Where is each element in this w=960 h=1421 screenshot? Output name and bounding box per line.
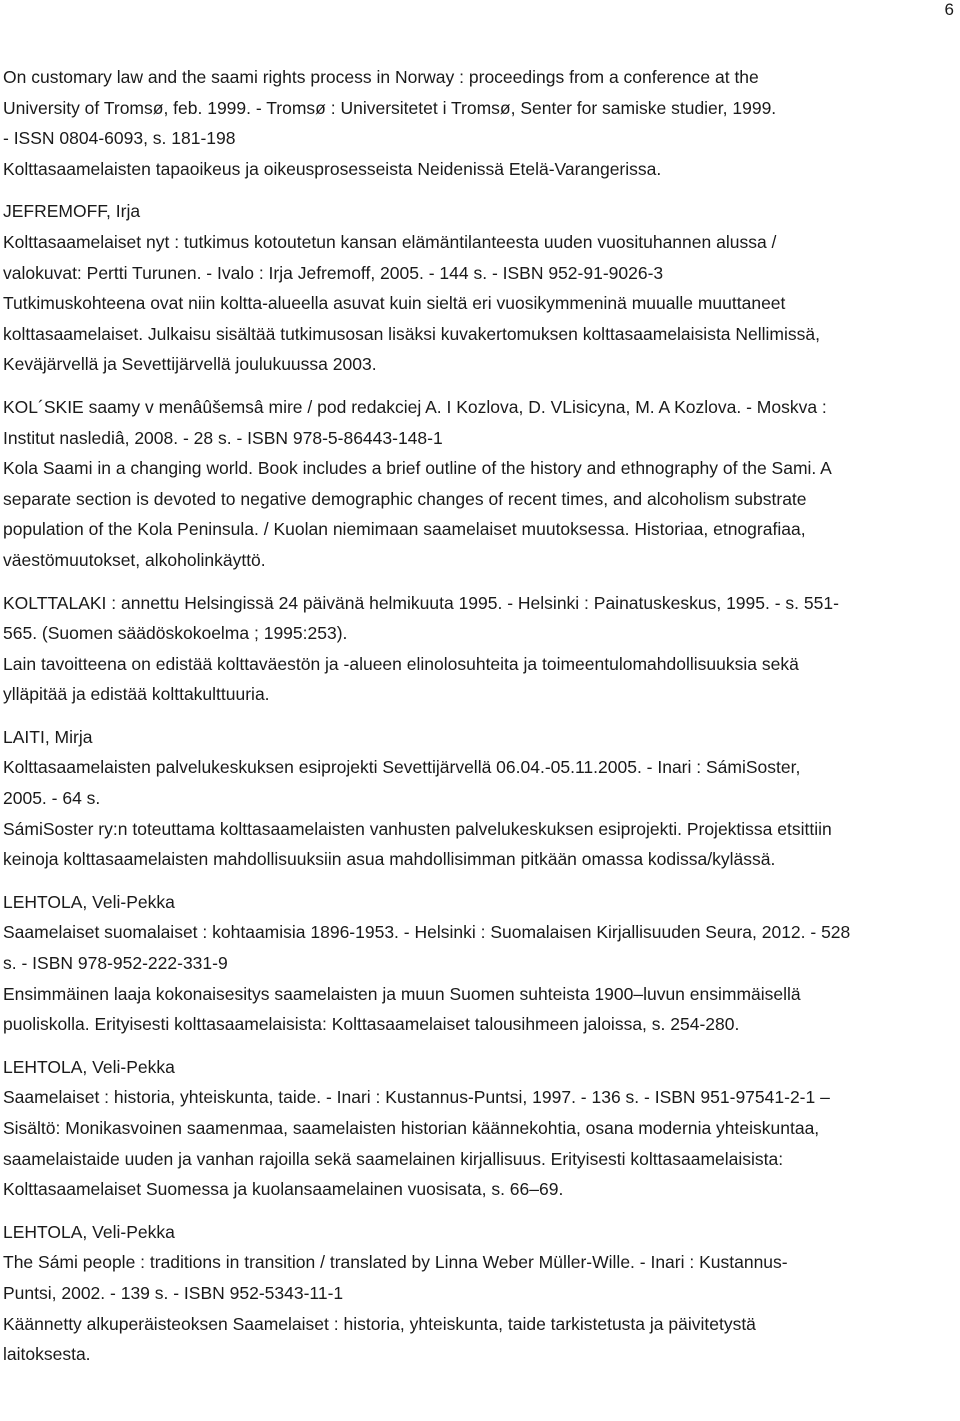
entry-line: valokuvat: Pertti Turunen. - Ivalo : Irja Jefremoff, 2005. - 144 s. - ISBN 952-91-9026-3	[3, 262, 664, 283]
entry-line: JEFREMOFF, Irja	[3, 201, 141, 222]
bibliography-entry	[3, 1052, 947, 1205]
entry-line: kolttasaamelaiset. Julkaisu sisältää tutkimusosan lisäksi kuvakertomuksen kolttasaamelaisista Nellimissä,	[3, 323, 820, 344]
entry-line: Institut naslediâ, 2008. - 28 s. - ISBN 978-5-86443-148-1	[3, 427, 443, 448]
entry-line: LEHTOLA, Veli-Pekka	[3, 1221, 175, 1242]
entry-line: Kola Saami in a changing world. Book includes a brief outline of the history and ethnography of the Sami. A	[3, 458, 832, 479]
bibliography-entry	[3, 887, 947, 1040]
entry-line: separate section is devoted to negative demographic changes of recent times, and alcoholism substrate	[3, 488, 807, 509]
entry-separator	[3, 1040, 947, 1052]
bibliography-entry	[3, 62, 947, 184]
bibliography-entry	[3, 722, 947, 875]
bibliography-entry	[3, 588, 947, 710]
entry-line: Kolttasaamelaisten tapaoikeus ja oikeusprosesseista Neidenissä Etelä-Varangerissa.	[3, 158, 662, 179]
entry-separator	[3, 184, 947, 196]
entry-line: ylläpitää ja edistää kolttakulttuuria.	[3, 684, 270, 705]
entry-line: saamelaistaide uuden ja vanhan rajoilla sekä saamelainen kirjallisuus. Erityisesti kolttasaamelaisista:	[3, 1148, 784, 1169]
bibliography-entry	[3, 1217, 947, 1370]
entry-line: population of the Kola Peninsula. / Kuolan niemimaan saamelaiset muutoksessa. Historiaa, etnografiaa,	[3, 519, 806, 540]
entry-line: Saamelaiset suomalaiset : kohtaamisia 1896-1953. - Helsinki : Suomalaisen Kirjallisuuden Seura, 2012. - 528	[3, 922, 851, 943]
entry-line: Ensimmäinen laaja kokonaisesitys saamelaisten ja muun Suomen suhteista 1900–luvun ensimmäisellä	[3, 983, 801, 1004]
entry-line: - ISSN 0804-6093, s. 181-198	[3, 128, 236, 149]
entry-line: KOL´SKIE saamy v menâûšemsâ mire / pod redakciej A. I Kozlova, D. VLisicyna, M. A Kozlova. - Moskva :	[3, 396, 827, 417]
entry-line: Käännetty alkuperäisteoksen Saamelaiset : historia, yhteiskunta, taide tarkistetusta ja päivitetystä	[3, 1313, 756, 1334]
entry-line: Kolttasaamelaiset Suomessa ja kuolansaamelainen vuosisata, s. 66–69.	[3, 1179, 564, 1200]
entry-line: laitoksesta.	[3, 1344, 91, 1365]
entry-line: keinoja kolttasaamelaisten mahdollisuuksiin asua mahdollisimman pitkään omassa kodissa/kylässä.	[3, 849, 776, 870]
entry-line: Sisältö: Monikasvoinen saamenmaa, saamelaisten historian käännekohtia, osana modernia yhteiskuntaa,	[3, 1118, 820, 1138]
entry-line: Puntsi, 2002. - 139 s. - ISBN 952-5343-11-1	[3, 1282, 344, 1303]
entry-line: SámiSoster ry:n toteuttama kolttasaamelaisten vanhusten palvelukeskuksen esiprojekti. Projektissa etsittiin	[3, 818, 832, 839]
entry-line: Tutkimuskohteena ovat niin koltta-alueella asuvat kuin sieltä eri vuosikymmeninä muualle muuttaneet	[3, 293, 786, 314]
entry-line: On customary law and the saami rights process in Norway : proceedings from a conference at the	[3, 67, 759, 87]
entry-line: 565. (Suomen säädöskokoelma ; 1995:253).	[3, 623, 348, 644]
bibliography-entry	[3, 196, 947, 380]
entry-separator	[3, 380, 947, 392]
entry-line: Kolttasaamelaiset nyt : tutkimus kotoutetun kansan elämäntilanteesta uuden vuosituhannen alussa /	[3, 231, 777, 252]
entry-separator	[3, 576, 947, 588]
entry-line: puoliskolla. Erityisesti kolttasaamelaisista: Kolttasaamelaiset talousihmeen jaloissa, s. 254-280.	[3, 1014, 740, 1035]
entry-line: s. - ISBN 978-952-222-331-9	[3, 953, 228, 974]
entry-line: LEHTOLA, Veli-Pekka	[3, 891, 175, 912]
entry-line: 2005. - 64 s.	[3, 788, 101, 809]
entry-line: Keväjärvellä ja Sevettijärvellä joulukuussa 2003.	[3, 354, 377, 375]
entry-line: Kolttasaamelaisten palvelukeskuksen esiprojekti Sevettijärvellä 06.04.-05.11.2005. - Inari : SámiSoster,	[3, 757, 801, 778]
page-number: 6	[944, 0, 954, 19]
entry-line: Saamelaiset : historia, yhteiskunta, taide. - Inari : Kustannus-Puntsi, 1997. - 136 s. - ISBN 951-97541-2-1 –	[3, 1087, 830, 1108]
entry-line: KOLTTALAKI : annettu Helsingissä 24 päivänä helmikuuta 1995. - Helsinki : Painatuskeskus, 1995. - s. 551-	[3, 592, 839, 613]
entry-separator	[3, 710, 947, 722]
entry-line: väestömuutokset, alkoholinkäyttö.	[3, 549, 266, 570]
entry-line: LEHTOLA, Veli-Pekka	[3, 1056, 175, 1077]
entry-separator	[3, 875, 947, 887]
entry-line: The Sámi people : traditions in transition / translated by Linna Weber Müller-Wille. - Inari : Kustannus-	[3, 1252, 788, 1273]
entry-line: LAITI, Mirja	[3, 726, 93, 747]
bibliography-entry	[3, 392, 947, 576]
entry-line: Lain tavoitteena on edistää kolttaväestön ja -alueen elinolosuhteita ja toimeentulomahdollisuuksia sekä	[3, 653, 799, 674]
entry-separator	[3, 1205, 947, 1217]
bibliography-list	[3, 62, 947, 1370]
entry-line: University of Tromsø, feb. 1999. - Tromsø : Universitetet i Tromsø, Senter for samiske studier, 1999.	[3, 97, 777, 118]
